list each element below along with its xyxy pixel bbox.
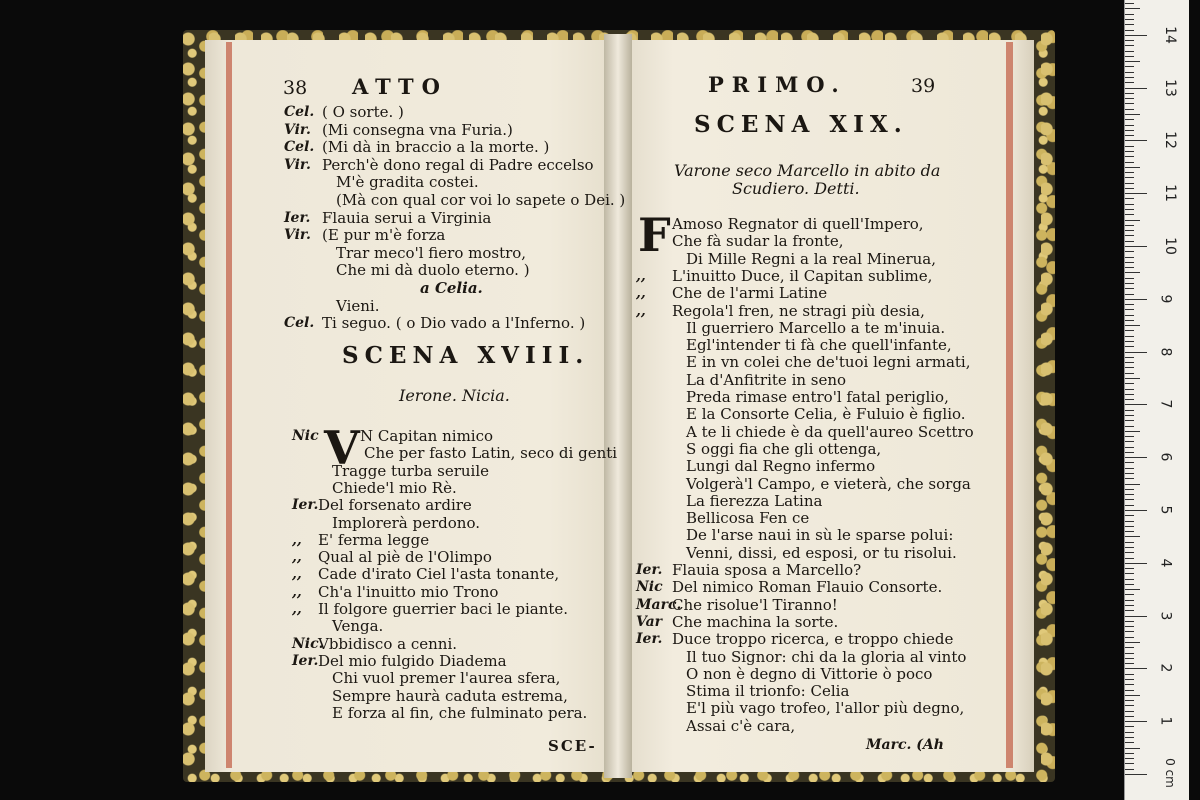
ruler-tick [1125, 658, 1134, 659]
text-line: Il tuo Signor: chi da la gloria al vinto [686, 647, 967, 666]
ruler-tick [1125, 214, 1134, 215]
scene-characters-right-2: Scudiero. Detti. [732, 179, 860, 198]
ruler-tick [1125, 394, 1134, 395]
ruler-tick [1125, 378, 1140, 379]
dropcap-left: V [324, 421, 360, 475]
ruler-tick [1125, 77, 1134, 78]
ruler-tick [1125, 357, 1134, 358]
ruler-tick [1125, 330, 1134, 331]
ruler-tick [1125, 489, 1134, 490]
ruler-tick [1125, 51, 1134, 52]
ruler-tick [1125, 167, 1140, 168]
ruler-tick [1125, 579, 1134, 580]
ruler-tick [1125, 188, 1134, 189]
ruler-tick [1125, 262, 1134, 263]
ruler-tick [1125, 198, 1134, 199]
ruler-tick [1125, 711, 1134, 712]
ruler-tick [1125, 663, 1134, 664]
measuring-ruler [1124, 0, 1189, 800]
ruler-tick [1125, 98, 1134, 99]
ruler-tick [1125, 251, 1134, 252]
ruler-tick [1125, 88, 1147, 89]
page-number-right: 39 [911, 75, 936, 97]
ruler-tick [1125, 526, 1134, 527]
text-line: Sempre haurà caduta estrema, [332, 686, 568, 705]
scene-title-right: SCENA XIX. [694, 111, 908, 138]
book-gutter [604, 34, 632, 778]
text-line: E la Consorte Celia, è Fuluio è figlio. [686, 405, 966, 424]
ruler-tick [1125, 531, 1134, 532]
ruler-tick [1125, 389, 1134, 390]
ruler-tick [1125, 109, 1134, 110]
ruler-tick [1125, 56, 1134, 57]
speaker-label: Nic [636, 579, 663, 596]
text-line: (Mà con qual cor voi lo sapete o Dei. ) [336, 191, 626, 209]
ruler-tick [1125, 320, 1134, 321]
catchword-left: SCE- [548, 737, 597, 755]
text-line: La fierezza Latina [686, 491, 823, 510]
ruler-tick [1125, 547, 1134, 548]
ruler-tick [1125, 336, 1134, 337]
ruler-tick [1125, 468, 1134, 469]
text-line: Del nimico Roman Flauio Consorte. [672, 578, 943, 597]
ruler-tick [1125, 616, 1147, 617]
ruler-tick [1125, 140, 1147, 141]
ruler-tick [1125, 267, 1134, 268]
ruler-tick [1125, 758, 1134, 759]
text-line: Ch'a l'inuitto mio Trono [318, 582, 499, 601]
text-line: (E pur m'è forza [322, 226, 446, 245]
red-page-edge-right [1006, 42, 1013, 768]
ruler-tick [1125, 309, 1134, 310]
text-line: Chiede'l mio Rè. [332, 478, 457, 497]
ruler-tick [1125, 315, 1134, 316]
ruler-tick [1125, 637, 1134, 638]
speaker-label: Var [636, 613, 663, 630]
ruler-tick [1125, 732, 1134, 733]
ruler-tick [1125, 352, 1147, 353]
ruler-number: 4 [1157, 558, 1174, 568]
speaker-label: Nic [292, 428, 319, 444]
text-line: E in vn colei che de'tuoi legni armati, [686, 353, 971, 372]
speaker-label: ,, [292, 531, 302, 548]
text-line: M'è gradita costei. [336, 173, 479, 192]
text-line: Assai c'è cara, [686, 716, 796, 735]
ruler-tick [1125, 684, 1134, 685]
ruler-tick [1125, 621, 1134, 622]
ruler-tick [1125, 605, 1134, 606]
text-line: O non è degno di Vittorie ò poco [686, 664, 933, 683]
ruler-tick [1125, 30, 1134, 31]
ruler-tick [1125, 103, 1134, 104]
speaker-label: Cel. [284, 104, 315, 120]
scene-characters-right-1: Varone seco Marcello in abito da [674, 161, 941, 180]
ruler-number: 12 [1161, 131, 1178, 150]
ruler-tick [1125, 753, 1134, 754]
speaker-label: Ier. [636, 631, 663, 648]
ruler-tick [1125, 272, 1140, 273]
ruler-number: 1 [1157, 716, 1174, 726]
red-page-edge-left [226, 42, 232, 768]
text-line: Tragge turba seruile [332, 461, 490, 480]
ruler-tick [1125, 737, 1134, 738]
ruler-tick [1125, 299, 1147, 300]
ruler-tick [1125, 494, 1134, 495]
ruler-number: 6 [1157, 452, 1174, 462]
text-line: E forza al fin, che fulminato pera. [332, 703, 588, 722]
ruler-number: 13 [1161, 78, 1178, 97]
ruler-tick [1125, 230, 1134, 231]
text-line: Egl'intender ti fà che quell'infante, [686, 336, 952, 355]
text-line: Ti seguo. ( o Dio vado a l'Inferno. ) [322, 314, 586, 333]
text-line: Che risolue'l Tiranno! [672, 595, 838, 614]
ruler-tick [1125, 536, 1140, 537]
text-line: Venni, dissi, ed esposi, or tu risolui. [686, 543, 957, 562]
ruler-tick [1125, 241, 1134, 242]
ruler-tick [1125, 177, 1134, 178]
ruler-tick [1125, 156, 1134, 157]
ruler-tick [1125, 151, 1134, 152]
ruler-tick [1125, 45, 1134, 46]
ruler-tick [1125, 695, 1140, 696]
text-line: De l'arse naui in sù le sparse polui: [686, 526, 954, 545]
ruler-tick [1125, 341, 1134, 342]
ruler-tick [1125, 246, 1147, 247]
text-line: Del forsenato ardire [318, 496, 472, 515]
ruler-tick [1125, 288, 1134, 289]
text-line: Trar meco'l fiero mostro, [336, 243, 527, 262]
ruler-tick [1125, 19, 1134, 20]
ruler-tick [1125, 542, 1134, 543]
text-line: Regola'l fren, ne stragi più desia, [672, 301, 925, 320]
ruler-tick [1125, 563, 1147, 564]
ruler-tick [1125, 589, 1140, 590]
ruler-tick [1125, 325, 1140, 326]
ruler-tick [1125, 72, 1134, 73]
text-line: Bellicosa Fen ce [686, 509, 810, 528]
speaker-label: Ier. [292, 497, 319, 514]
text-line: E'l più vago trofeo, l'allor più degno, [686, 699, 965, 718]
ruler-tick [1125, 204, 1134, 205]
ruler-tick [1125, 521, 1134, 522]
ruler-tick [1125, 774, 1147, 775]
ruler-tick [1125, 763, 1134, 764]
ruler-tick [1125, 642, 1140, 643]
text-line: Implorerà perdono. [332, 513, 480, 532]
ruler-tick [1125, 114, 1140, 115]
running-head-left: ATTO [352, 74, 448, 99]
catchword-right: Marc. (Ah [866, 737, 944, 753]
text-line: Del mio fulgido Diadema [318, 651, 507, 670]
text-line: (Mi consegna vna Furia.) [322, 120, 513, 139]
ruler-number: 7 [1157, 399, 1174, 409]
ruler-tick [1125, 484, 1140, 485]
ruler-tick [1125, 220, 1140, 221]
ruler-tick [1125, 584, 1134, 585]
text-line: Flauia serui a Virginia [322, 208, 492, 227]
ruler-tick [1125, 679, 1134, 680]
text-line: Stima il trionfo: Celia [686, 682, 850, 701]
text-line: Che de l'armi Latine [672, 284, 828, 303]
text-line: Chi vuol premer l'aurea sfera, [332, 669, 561, 688]
ruler-tick [1125, 125, 1134, 126]
ruler-tick [1125, 441, 1134, 442]
ruler-tick [1125, 172, 1134, 173]
ruler-tick [1125, 674, 1134, 675]
ruler-tick [1125, 35, 1147, 36]
text-line: S oggi fia che gli ottenga, [686, 439, 882, 458]
text-line: Duce troppo ricerca, e troppo chiede [672, 630, 954, 649]
text-line: Preda rimase entro'l fatal periglio, [686, 388, 949, 406]
ruler-tick [1125, 130, 1134, 131]
ruler-tick [1125, 457, 1147, 458]
ruler-tick [1125, 499, 1134, 500]
text-line: Vbbidisco a cenni. [318, 634, 458, 653]
ruler-tick [1125, 726, 1134, 727]
ruler-tick [1125, 193, 1147, 194]
ruler-tick [1125, 82, 1134, 83]
ruler-tick [1125, 700, 1134, 701]
ruler-tick [1125, 610, 1134, 611]
ruler-tick [1125, 146, 1134, 147]
speaker-label: ,, [292, 549, 302, 566]
text-line: ( O sorte. ) [322, 103, 404, 121]
running-head-right: PRIMO. [708, 72, 847, 97]
text-line: Di Mille Regni a la real Minerua, [686, 249, 936, 268]
speaker-label: ,, [292, 601, 302, 617]
speaker-label: Ier. [292, 652, 319, 669]
ruler-number: 10 [1161, 237, 1178, 255]
ruler-tick [1125, 119, 1134, 120]
ruler-tick [1125, 346, 1134, 347]
speaker-label: Marc. [636, 596, 682, 613]
ruler-tick [1125, 462, 1134, 463]
ruler-tick [1125, 594, 1134, 595]
text-line: A te li chiede è da quell'aureo Scettro [686, 422, 974, 441]
speaker-label: Vir. [284, 227, 311, 244]
ruler-number: 2 [1157, 663, 1174, 673]
text-line: Che fà sudar la fronte, [672, 232, 844, 251]
text-line: Che per fasto Latin, seco di genti [364, 444, 618, 463]
speaker-label: ,, [636, 302, 646, 319]
ruler-number: 5 [1157, 505, 1174, 515]
ruler-tick [1125, 209, 1134, 210]
ruler-number: 9 [1157, 294, 1174, 304]
ruler-tick [1125, 304, 1134, 305]
ruler-tick [1125, 769, 1134, 770]
speaker-label: ,, [636, 267, 646, 284]
ruler-tick [1125, 367, 1134, 368]
ruler-tick [1125, 552, 1134, 553]
speaker-label: ,, [292, 583, 302, 600]
ruler-tick [1125, 647, 1134, 648]
ruler-tick [1125, 278, 1134, 279]
ruler-tick [1125, 452, 1134, 453]
ruler-tick [1125, 283, 1134, 284]
ruler-tick [1125, 415, 1134, 416]
text-line: Perch'è dono regal di Padre eccelso [322, 155, 594, 174]
text-line: Cade d'irato Ciel l'asta tonante, [318, 565, 560, 584]
ruler-tick [1125, 558, 1134, 559]
ruler-tick [1125, 568, 1134, 569]
ruler-tick [1125, 362, 1134, 363]
speaker-label: Vir. [284, 121, 311, 138]
ruler-tick [1125, 183, 1134, 184]
ruler-tick [1125, 705, 1134, 706]
ruler-tick [1125, 600, 1134, 601]
speaker-label: ,, [292, 566, 302, 583]
ruler-tick [1125, 135, 1134, 136]
ruler-tick [1125, 748, 1140, 749]
ruler-tick [1125, 436, 1134, 437]
scene-characters-left: Ierone. Nicia. [399, 386, 510, 405]
ruler-number: 11 [1161, 184, 1178, 203]
ruler-tick [1125, 61, 1140, 62]
ruler-tick [1125, 426, 1134, 427]
ruler-tick [1125, 14, 1134, 15]
ruler-tick [1125, 420, 1134, 421]
ruler-tick [1125, 653, 1134, 654]
ruler-tick [1125, 447, 1134, 448]
ruler-tick [1125, 404, 1147, 405]
scene-title-left: SCENA XVIII. [342, 342, 590, 369]
text-line: L'inuitto Duce, il Capitan sublime, [672, 266, 933, 285]
speaker-label: Ier. [284, 209, 311, 226]
ruler-tick [1125, 8, 1140, 9]
ruler-tick [1125, 3, 1134, 4]
ruler-number: 3 [1157, 611, 1174, 621]
text-line: La d'Anfitrite in seno [686, 370, 847, 389]
text-line: Che mi dà duolo eterno. ) [336, 261, 530, 280]
ruler-tick [1125, 716, 1134, 717]
ruler-tick [1125, 431, 1140, 432]
speaker-label: ,, [636, 285, 646, 302]
text-line: Il guerriero Marcello a te m'inuia. [686, 318, 946, 337]
ruler-tick [1125, 399, 1134, 400]
ruler-tick [1125, 294, 1134, 295]
text-line: Amoso Regnator di quell'Impero, [672, 215, 924, 233]
ruler-tick [1125, 473, 1134, 474]
text-line: Vieni. [336, 296, 380, 315]
ruler-tick [1125, 742, 1134, 743]
text-line: Volgerà'l Campo, e vieterà, che sorga [686, 474, 971, 493]
text-line: Qual al piè de l'Olimpo [318, 548, 492, 567]
ruler-tick [1125, 93, 1134, 94]
ruler-tick [1125, 631, 1134, 632]
speaker-label: Nic. [292, 635, 324, 652]
ruler-tick [1125, 24, 1134, 25]
ruler-number: 8 [1157, 347, 1174, 357]
ruler-tick [1125, 40, 1134, 41]
ruler-tick [1125, 225, 1134, 226]
ruler-tick [1125, 515, 1134, 516]
ruler-tick [1125, 510, 1147, 511]
speaker-label: Vir. [284, 156, 311, 173]
text-line: Il folgore guerrier baci le piante. [318, 600, 569, 618]
ruler-tick [1125, 383, 1134, 384]
text-line: Venga. [332, 617, 384, 636]
ruler-tick [1125, 690, 1134, 691]
speaker-label: Cel. [284, 315, 315, 332]
dropcap-right: F [638, 208, 671, 262]
ruler-tick [1125, 235, 1134, 236]
ruler-tick [1125, 410, 1134, 411]
text-line: (Mi dà in braccio a la morte. ) [322, 138, 550, 157]
ruler-tick [1125, 478, 1134, 479]
page-number-left: 38 [283, 77, 308, 99]
text-line: a Celia. [420, 279, 483, 297]
ruler-number: 14 [1161, 25, 1178, 44]
speaker-label: Cel. [284, 139, 315, 156]
ruler-tick [1125, 505, 1134, 506]
text-line: Lungi dal Regno infermo [686, 457, 876, 476]
ruler-tick [1125, 721, 1147, 722]
text-line: N Capitan nimico [360, 427, 494, 445]
text-line: Flauia sposa a Marcello? [672, 561, 862, 579]
ruler-unit-label: 0 cm [1162, 758, 1177, 788]
ruler-tick [1125, 573, 1134, 574]
ruler-tick [1125, 373, 1134, 374]
speaker-label: Ier. [636, 562, 663, 578]
ruler-tick [1125, 66, 1134, 67]
text-line: E' ferma legge [318, 530, 430, 549]
ruler-tick [1125, 626, 1134, 627]
ruler-tick [1125, 668, 1147, 669]
text-line: Che machina la sorte. [672, 612, 839, 631]
ruler-tick [1125, 257, 1134, 258]
ruler-tick [1125, 162, 1134, 163]
